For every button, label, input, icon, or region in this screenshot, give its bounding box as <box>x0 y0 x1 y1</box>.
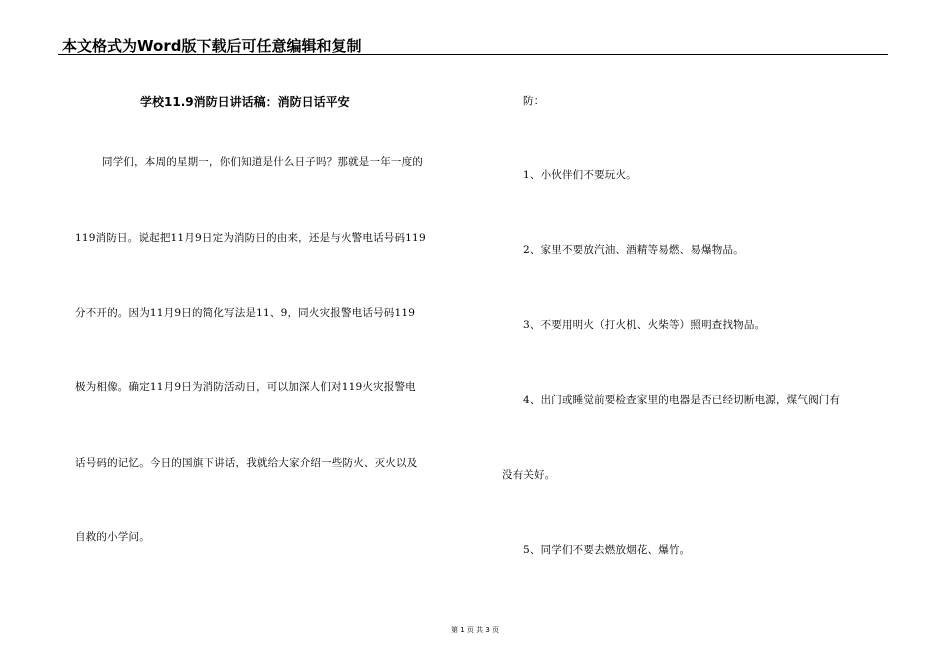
paragraph-line: 话号码的记忆。今日的国旗下讲话，我就给大家介绍一些防火、灭火以及 <box>75 457 418 469</box>
paragraph-line: 119消防日。说起把11月9日定为消防日的由来，还是与火警电话号码119 <box>75 232 426 244</box>
paragraph-line: 同学们，本周的星期一，你们知道是什么日子吗？那就是一年一度的 <box>102 156 423 168</box>
list-item: 2、家里不要放汽油、酒精等易燃、易爆物品。 <box>523 244 744 256</box>
document-header: 本文格式为Word版下载后可任意编辑和复制 <box>62 37 362 55</box>
paragraph-line: 自救的小学问。 <box>75 531 150 543</box>
paragraph-line: 极为相像。确定11月9日为消防活动日，可以加深人们对119火灾报警电 <box>75 381 416 393</box>
header-divider <box>58 54 888 55</box>
page-number: 第 1 页 共 3 页 <box>450 626 500 634</box>
list-item: 4、出门或睡觉前要检查家里的电器是否已经切断电源，煤气阀门有 <box>523 394 841 406</box>
document-title: 学校11.9消防日讲话稿：消防日话平安 <box>140 95 350 109</box>
list-item: 1、小伙伴们不要玩火。 <box>523 169 637 181</box>
list-item-continuation: 没有关好。 <box>502 469 556 481</box>
list-item: 3、不要用明火（打火机、火柴等）照明查找物品。 <box>523 319 766 331</box>
paragraph-line: 分不开的。因为11月9日的简化写法是11、9，同火灾报警电话号码119 <box>75 307 416 319</box>
paragraph-line: 防： <box>523 95 545 107</box>
list-item: 5、同学们不要去燃放烟花、爆竹。 <box>523 544 691 556</box>
